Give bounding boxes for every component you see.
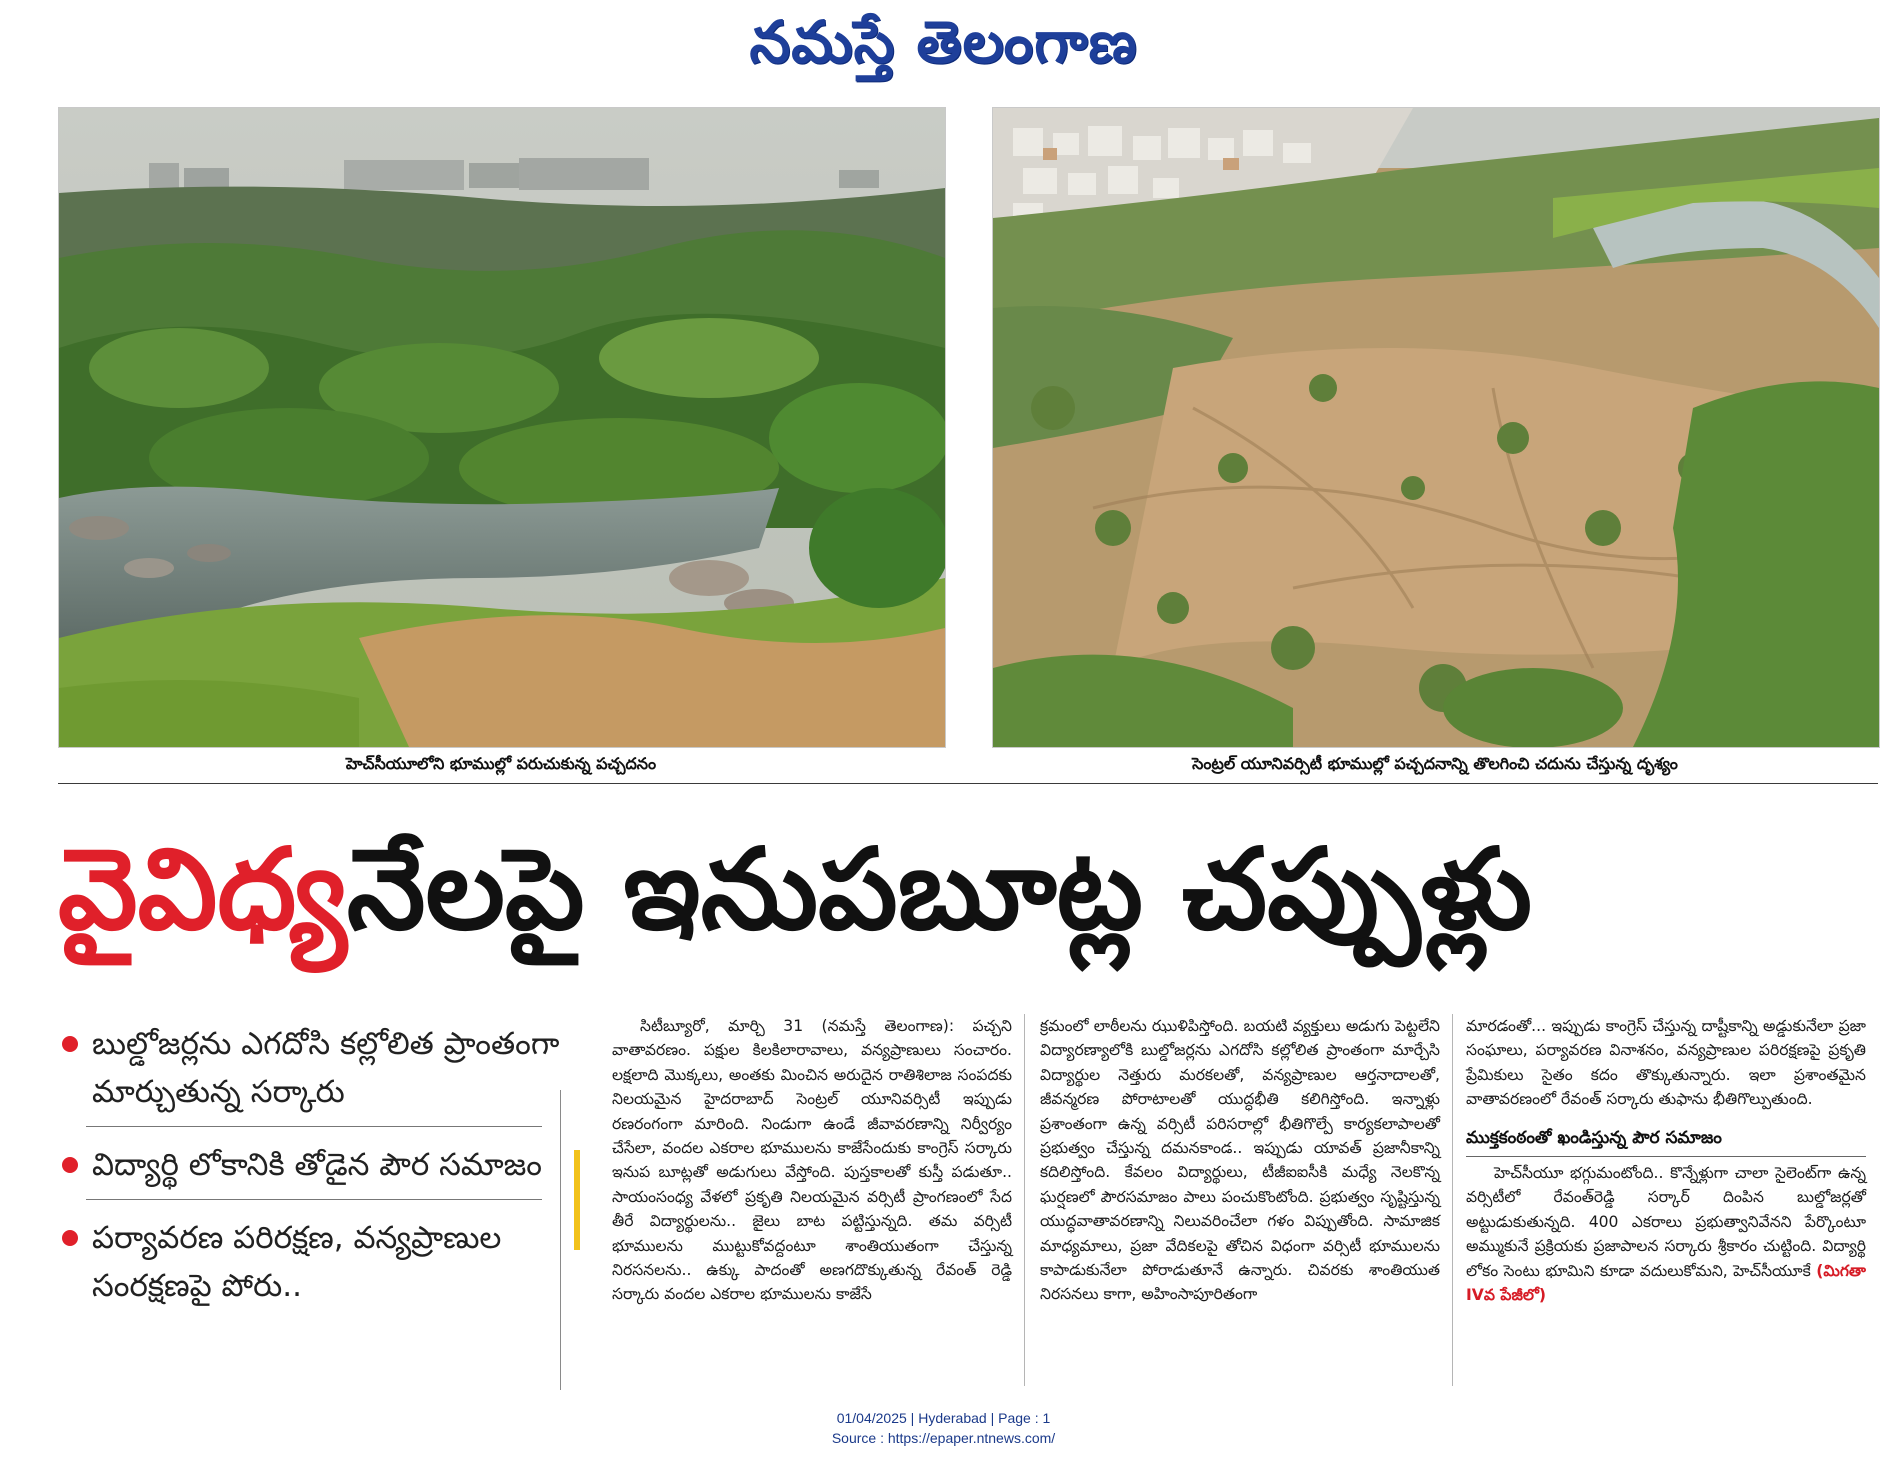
accent-yellow-bar — [574, 1150, 580, 1250]
article-column-2 — [1040, 1014, 1440, 1307]
page-footer — [0, 1408, 1887, 1448]
bullet-item — [58, 1141, 570, 1189]
bullet-dot-icon — [62, 1036, 78, 1052]
photo-green-landscape — [58, 107, 946, 748]
masthead-title: నమస్తే తెలంగాణ — [749, 8, 1138, 76]
photo-left-caption: హెచ్‌సీయూలోని భూముల్లో పరుచుకున్న పచ్చదనం — [345, 754, 657, 773]
bullet-divider — [86, 1199, 542, 1200]
photo-cleared-land-illustration — [993, 108, 1879, 747]
headline-red-part: వైవిధ్య — [58, 825, 347, 955]
article-paragraph: క్రమంలో లాఠీలను ఝుళిపిస్తోంది. బయటి వ్యక్తులు అడుగు పెట్టలేని విద్యారణ్యాలోకి బుల్డోజర్లను ఎగదోసి కల్లోలిత ప్రాంతంగా మార్చేసి విద్యార్థుల నెత్తురు మరకలతో, వన్యప్రాణుల ఆర్తనాదాలతో, జీవన్మరణ పోరాటాలతో యుద్ధభీతి కలిగిస్తోంది. ఇన్నాళ్లు ప్రశాంతంగా ఉన్న వర్సిటీ పరిసరాల్లో భీతిగొల్పే కార్యకలాపాలతో ప్రభుత్వం చేస్తున్న దమనకాండ.. ఇప్పుడు యావత్ ప్రజానీకాన్ని కదిలిస్తోంది. కేవలం విద్యార్థులు, టీజీఐఐసీకి మధ్యే నెలకొన్న ఘర్షణలో పౌరసమాజం పాలు పంచుకొంటోంది. ప్రభుత్వం సృష్టిస్తున్న యుద్ధవాతావరణాన్ని నిలువరించేలా గళం విప్పుతోంది. సామాజిక మాధ్యమాలు, ప్రజా వేదికలపై తోచిన విధంగా వర్సిటీ భూములను కాపాడుకునేలా పోరాడుతూనే ఉన్నారు. చివరకు శాంతియుత నిరసనలు కాగా, అహింసాపూరితంగా — [1040, 1017, 1440, 1304]
footer-date-page: 01/04/2025 | Hyderabad | Page : 1 — [836, 1410, 1051, 1426]
bullet-text: పర్యావరణ పరిరక్షణ, వన్యప్రాణుల సంరక్షణపై పోరు.. — [92, 1220, 502, 1304]
bullet-list — [58, 1020, 570, 1310]
bullet-side-rule — [560, 1090, 561, 1390]
article-paragraph-text: హెచ్‌సీయూ భగ్గుమంటోంది.. కొన్నేళ్లుగా చాలా సైలెంట్‌గా ఉన్న వర్సిటీలో రేవంత్‌రెడ్డి సర్కార్ దింపిన బుల్డోజర్లతో అట్టుడుకుతున్నది. 400 ఎకరాలు ప్రభుత్వానివేనని పేర్కొంటూ అమ్ముకునే ప్రక్రియకు ప్రజాపాలన సర్కారు శ్రీకారం చుట్టింది. విద్యార్థి లోకం సెంటు భూమిని కూడా వదులుకోమని, హెచ్‌సీయూకే — [1466, 1164, 1866, 1280]
bullet-dot-icon — [62, 1230, 78, 1246]
photo-green-landscape-illustration — [59, 108, 945, 747]
continued-on-page-note: (మిగతా IVవ పేజీలో) — [1466, 1261, 1866, 1305]
article-paragraph: మారడంతో... ఇప్పుడు కాంగ్రెస్ చేస్తున్న దాష్టీకాన్ని అడ్డుకునేలా ప్రజా సంఘాలు, పర్యావరణ వినాశనం, వన్యప్రాణుల పరిరక్షణపై ప్రకృతి ప్రేమికులు సైతం కదం తొక్కుతున్నారు. ఇలా ప్రశాంతమైన వాతావరణంలో రేవంత్ సర్కారు తుఫాను భీతిగొల్పుతుంది. — [1466, 1017, 1866, 1109]
article-column-3 — [1466, 1014, 1866, 1307]
article-subheading: ముక్తకంఠంతో ఖండిస్తున్న పౌర సమాజం — [1466, 1126, 1866, 1157]
bullet-item — [58, 1214, 570, 1310]
column-divider — [1024, 1014, 1025, 1386]
bullet-divider — [86, 1126, 542, 1127]
headline-black-part: నేలపై ఇనుపబూట్ల చప్పుళ్లు — [346, 825, 1533, 955]
article-paragraph — [1466, 1161, 1866, 1307]
bullet-text: విద్యార్థి లోకానికి తోడైన పౌర సమాజం — [92, 1147, 542, 1183]
bullet-dot-icon — [62, 1157, 78, 1173]
bullet-text: బుల్డోజర్లను ఎగదోసి కల్లోలిత ప్రాంతంగా మార్చుతున్న సర్కారు — [92, 1026, 560, 1110]
column-divider — [1452, 1014, 1453, 1386]
footer-source: Source : https://epaper.ntnews.com/ — [831, 1430, 1056, 1446]
article-column-1 — [612, 1014, 1012, 1307]
article-paragraph: సిటీబ్యూరో, మార్చి 31 (నమస్తే తెలంగాణ): పచ్చని వాతావరణం. పక్షుల కిలకిలారావాలు, వన్యప్రాణులు సంచారం. లక్షలాది మొక్కలు, అంతకు మించిన అరుదైన రాతిశిలాజ సంపదకు నిలయమైన హైదరాబాద్ సెంట్రల్ యూనివర్సిటీ ఇప్పుడు రణరంగంగా మారింది. నిండుగా ఉండే జీవావరణాన్ని నిర్వీర్యం చేసేలా, వందల ఎకరాల భూములను కాజేసేందుకు కాంగ్రెస్ సర్కారు ఇనుప బూట్లతో అడుగులు వేస్తోంది. పుస్తకాలతో కుస్తీ పడుతూ.. సాయంసంధ్య వేళలో ప్రకృతి నిలయమైన వర్సిటీ ప్రాంగణంలో సేద తీరే విద్యార్థులను.. జైలు బాట పట్టిస్తున్నది. తమ వర్సిటీ భూములను ముట్టుకోవద్దంటూ శాంతియుతంగా చేస్తున్న నిరసనలను.. ఉక్కు పాదంతో అణగదొక్కుతున్న రేవంత్ రెడ్డి సర్కారు వందల ఎకరాల భూములను కాజేసే — [612, 1017, 1012, 1304]
photo-cleared-land — [992, 107, 1880, 748]
photo-right-caption: సెంట్రల్ యూనివర్సిటీ భూముల్లో పచ్చదనాన్ని తొలగించి చదును చేస్తున్న దృశ్యం — [1192, 754, 1678, 773]
headline — [58, 800, 1878, 980]
horizontal-divider — [58, 783, 1878, 784]
bullet-item — [58, 1020, 570, 1116]
